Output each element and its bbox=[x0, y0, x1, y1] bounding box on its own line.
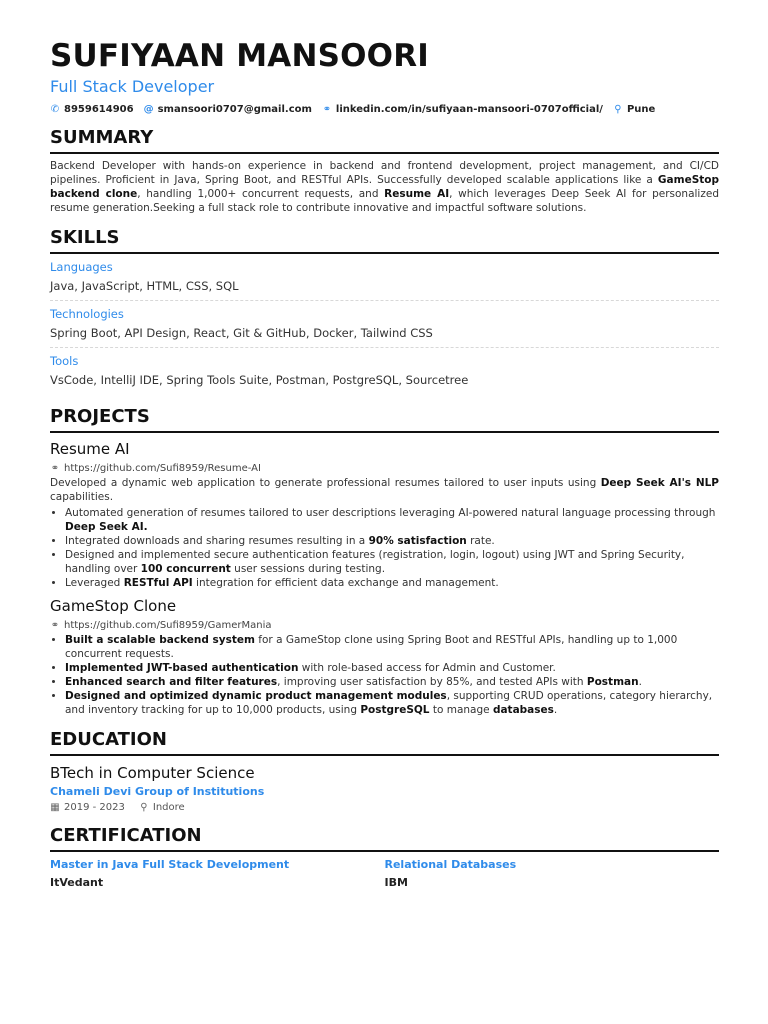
contact-phone[interactable] bbox=[50, 104, 134, 115]
phone-icon: ✆ bbox=[50, 104, 60, 115]
contact-bar bbox=[50, 104, 719, 115]
certification-item bbox=[385, 857, 720, 891]
education-years bbox=[50, 802, 125, 813]
calendar-icon: ▦ bbox=[50, 802, 60, 813]
summary-heading: SUMMARY bbox=[50, 127, 719, 154]
list-item: • Enhanced search and filter features, improving user satisfaction by 85%, and tested APIs with Postman. bbox=[65, 675, 719, 689]
list-item: • Built a scalable backend system for a GameStop clone using Spring Boot and RESTful APIs, handling up to 1,000 concurrent requests. bbox=[65, 633, 719, 661]
certification-name: Relational Databases bbox=[384, 858, 517, 871]
project-gamestop-clone bbox=[50, 596, 719, 717]
candidate-name: SUFIYAAN MANSOORI bbox=[50, 38, 430, 74]
certification-grid bbox=[50, 857, 719, 891]
project-resume-ai bbox=[50, 439, 719, 590]
list-item: • Integrated downloads and sharing resumes resulting in a 90% satisfaction rate. bbox=[65, 534, 719, 548]
project-bullets bbox=[50, 506, 719, 590]
education-heading: EDUCATION bbox=[50, 729, 719, 756]
map-pin-icon: ⚲ bbox=[140, 802, 148, 813]
contact-location bbox=[613, 104, 655, 115]
skills-heading: SKILLS bbox=[50, 227, 719, 254]
years-text: 2019 - 2023 bbox=[64, 802, 125, 813]
link-icon: ⚭ bbox=[322, 104, 332, 115]
list-item: • Leveraged RESTful API integration for efficient data exchange and management. bbox=[65, 576, 719, 590]
projects-heading: PROJECTS bbox=[50, 406, 719, 433]
project-title: Resume AI bbox=[50, 440, 130, 458]
list-item: • Designed and optimized dynamic product management modules, supporting CRUD operations, category hierarchy, and inventory tracking for up to 10,000 products, using PostgreSQL to manage databases. bbox=[65, 689, 719, 717]
list-item: • Implemented JWT-based authentication with role-based access for Admin and Customer. bbox=[65, 661, 719, 675]
project-title: GameStop Clone bbox=[50, 597, 177, 615]
school-name: Chameli Devi Group of Institutions bbox=[50, 785, 265, 798]
project-description: Developed a dynamic web application to generate professional resumes tailored to user inputs using Deep Seek AI's NLP capabilities. bbox=[50, 477, 719, 503]
certification-item bbox=[50, 857, 385, 891]
certification-issuer: ItVedant bbox=[50, 876, 104, 889]
skill-group-tools bbox=[50, 353, 719, 394]
resume-page bbox=[50, 36, 719, 891]
certification-name: Master in Java Full Stack Development bbox=[50, 858, 290, 871]
skill-label: Languages bbox=[50, 260, 113, 274]
skill-group-technologies bbox=[50, 306, 719, 348]
link-icon: ⚭ bbox=[50, 463, 60, 474]
link-icon: ⚭ bbox=[50, 620, 60, 631]
email-text: smansoori0707@gmail.com bbox=[157, 104, 312, 115]
edu-location-text: Indore bbox=[152, 802, 185, 813]
certification-issuer: IBM bbox=[384, 876, 408, 889]
skill-group-languages bbox=[50, 259, 719, 301]
location-text: Pune bbox=[626, 104, 656, 115]
contact-linkedin[interactable] bbox=[322, 104, 603, 115]
project-link[interactable] bbox=[50, 620, 719, 631]
project-bullets bbox=[50, 633, 719, 717]
list-item: • Designed and implemented secure authentication features (registration, login, logout) using JWT and Spring Security, handling over 100 concurrent user sessions during testing. bbox=[65, 548, 719, 576]
job-title: Full Stack Developer bbox=[50, 77, 215, 96]
linkedin-text: linkedin.com/in/sufiyaan-mansoori-0707official/ bbox=[335, 104, 603, 115]
map-pin-icon: ⚲ bbox=[614, 104, 622, 115]
at-icon: @ bbox=[143, 104, 154, 115]
education-location bbox=[139, 802, 185, 813]
degree-title: BTech in Computer Science bbox=[50, 764, 255, 782]
skill-value: VsCode, IntelliJ IDE, Spring Tools Suite, Postman, PostgreSQL, Sourcetree bbox=[50, 373, 469, 387]
project-link[interactable] bbox=[50, 463, 719, 474]
phone-text: 8959614906 bbox=[64, 104, 134, 115]
list-item: • Automated generation of resumes tailored to user descriptions leveraging AI-powered natural language processing through Deep Seek AI. bbox=[65, 506, 719, 534]
skill-label: Technologies bbox=[50, 307, 124, 321]
skill-value: Java, JavaScript, HTML, CSS, SQL bbox=[50, 279, 239, 293]
skill-value: Spring Boot, API Design, React, Git & GitHub, Docker, Tailwind CSS bbox=[50, 326, 433, 340]
education-meta bbox=[50, 802, 719, 813]
contact-email[interactable] bbox=[144, 104, 312, 115]
skill-label: Tools bbox=[50, 354, 79, 368]
summary-text: Backend Developer with hands-on experience in backend and frontend development, project management, and CI/CD pipelines. Proficient in Java, Spring Boot, and RESTful APIs. Successfully developed scalable applications like a GameStop backend clone, handling 1,000+ concurrent requests, and Resume AI, which leverages Deep Seek AI for personalized resume generation.Seeking a full stack role to contribute innovative and impactful software solutions. bbox=[50, 160, 719, 214]
certification-heading: CERTIFICATION bbox=[50, 825, 719, 852]
project-link-text: https://github.com/Sufi8959/GamerMania bbox=[64, 620, 272, 631]
project-link-text: https://github.com/Sufi8959/Resume-AI bbox=[64, 463, 261, 474]
